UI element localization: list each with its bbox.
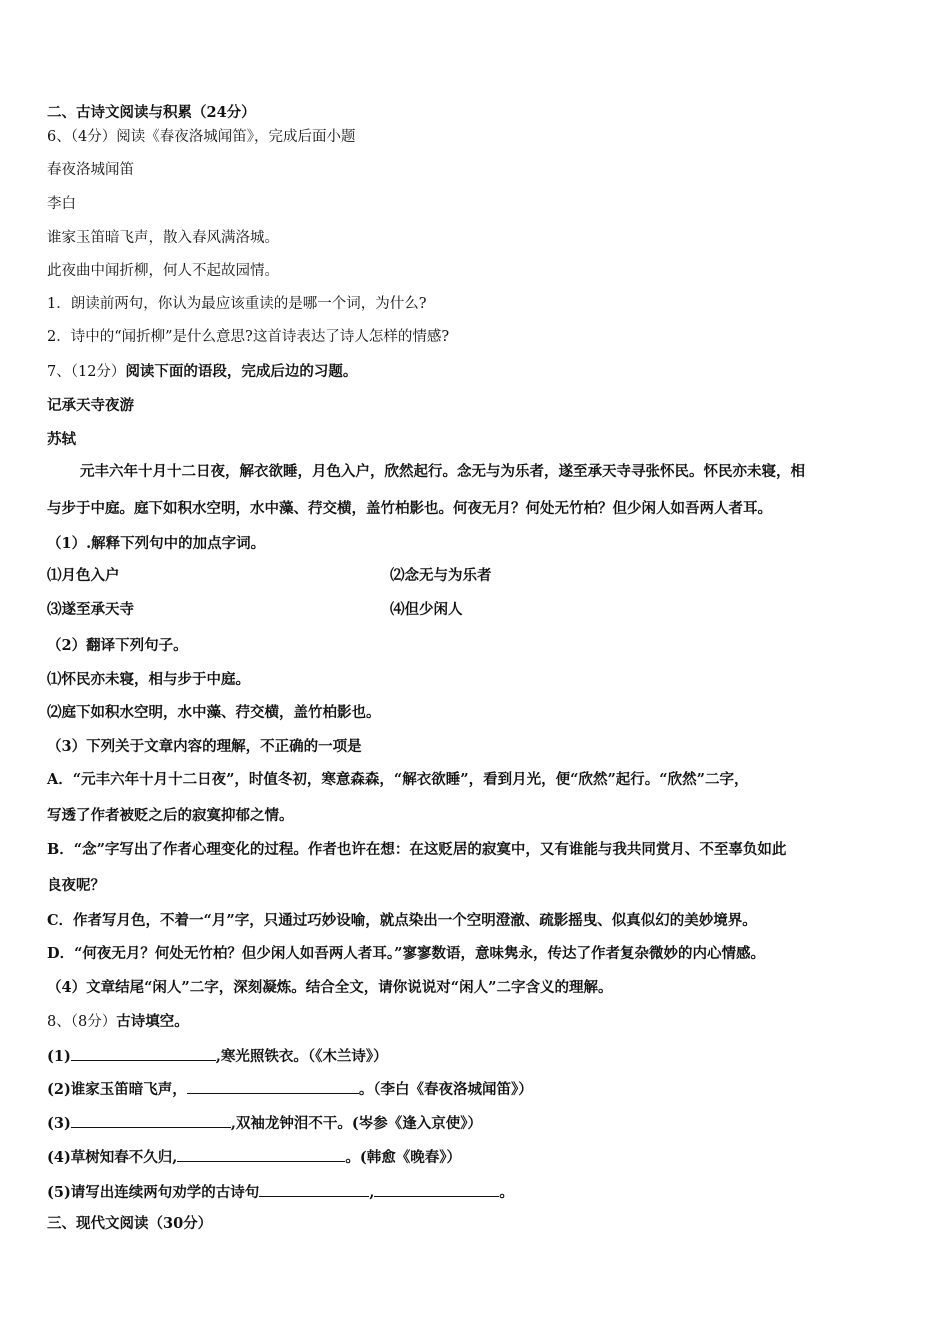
passage-line-1: 元丰六年十月十二日夜，解衣欲睡，月色入户，欣然起行。念无与为乐者，遂至承天寺寻张怀民。怀民亦未寝，相 <box>80 463 805 480</box>
fill-line-4 <box>47 1146 461 1168</box>
q8-instruction: 古诗填空。 <box>116 1013 189 1030</box>
fill-line-5 <box>47 1181 514 1203</box>
fill-blank-1[interactable] <box>71 1045 216 1061</box>
fill-blank-4[interactable] <box>177 1146 345 1162</box>
fill-blank-2[interactable] <box>187 1078 359 1094</box>
q6-sub-1: 1．朗读前两句，你认为最应该重读的是哪一个词，为什么? <box>47 296 427 312</box>
fill-blank-5b[interactable] <box>374 1181 499 1197</box>
section3-heading: 三、现代文阅读（30分） <box>47 1215 213 1232</box>
q7-part1-item-b: ⑵念无与为乐者 <box>390 567 492 584</box>
fill-1-suffix: ,寒光照铁衣。（《木兰诗》） <box>215 1048 388 1065</box>
fill-line-1 <box>47 1045 388 1067</box>
q7-part1-item-d: ⑷但少闲人 <box>390 601 463 618</box>
section2-heading: 二、古诗文阅读与积累（24分） <box>47 104 256 121</box>
q7-part2-item-b: ⑵庭下如积水空明，水中藻、荇交横，盖竹柏影也。 <box>47 704 381 721</box>
fill-3-suffix: ,双袖龙钟泪不干。(岑参《逢入京使》） <box>230 1115 482 1132</box>
passage-line-2: 与步于中庭。庭下如积水空明，水中藻、荇交横，盖竹柏影也。何夜无月？何处无竹柏？但少闲人如吾两人者耳。 <box>47 500 772 517</box>
q6-intro: 6、（4分）阅读《春夜洛城闻笛》，完成后面小题 <box>47 129 356 145</box>
q7-part1-item-a: ⑴月色入户 <box>47 567 120 584</box>
option-a-line-2: 写透了作者被贬之后的寂寞抑郁之情。 <box>47 807 294 824</box>
q7-score: 7、（12分） <box>47 364 126 380</box>
q7-instruction: 阅读下面的语段，完成后边的习题。 <box>125 363 358 380</box>
option-b-line-2: 良夜呢？ <box>47 877 105 894</box>
option-a-line-1: A．“元丰六年十月十二日夜”，时值冬初，寒意森森，“解衣欲睡”，看到月光，便“欣然”起行。“欣然”二字， <box>47 771 749 788</box>
q7-part3-title: （3）下列关于文章内容的理解，不正确的一项是 <box>47 738 362 755</box>
fill-2-suffix: 。（李白《春夜洛城闻笛》） <box>358 1081 533 1098</box>
fill-line-3 <box>47 1112 482 1134</box>
fill-blank-3[interactable] <box>71 1112 231 1128</box>
fill-1-prefix: (1) <box>47 1048 71 1065</box>
q7-intro <box>47 362 357 382</box>
fill-line-2 <box>47 1078 533 1100</box>
q8-score: 8、（8分） <box>47 1014 117 1030</box>
q7-part4: （4）文章结尾“闲人”二字，深刻凝炼。结合全文，请你说说对“闲人”二字含义的理解。 <box>47 979 613 996</box>
q7-part2-title: （2）翻译下列句子。 <box>47 637 188 654</box>
option-b-line-1: B．“念”字写出了作者心理变化的过程。作者也许在想：在这贬居的寂寞中，又有谁能与我共同赏月、不至辜负如此 <box>47 841 787 858</box>
option-d: D．“何夜无月？何处无竹柏？但少闲人如吾两人者耳。”寥寥数语，意味隽永，传达了作者复杂微妙的内心情感。 <box>47 945 766 962</box>
fill-4-suffix: 。(韩愈《晚春》） <box>345 1149 461 1166</box>
q8-intro <box>47 1012 189 1032</box>
fill-5-prefix: (5)请写出连续两句劝学的古诗句 <box>47 1184 260 1201</box>
poem-line-1: 谁家玉笛暗飞声，散入春风满洛城。 <box>47 230 279 246</box>
q7-part1-title: （1）.解释下列句中的加点字词。 <box>47 535 266 552</box>
passage-author: 苏轼 <box>47 431 76 448</box>
option-c: C．作者写月色，不着一“月”字，只通过巧妙设喻，就点染出一个空明澄澈、疏影摇曳、似真似幻的美妙境界。 <box>47 912 757 929</box>
fill-5-comma: , <box>369 1184 375 1201</box>
poem-title: 春夜洛城闻笛 <box>47 162 134 178</box>
q6-sub-2: 2．诗中的“闻折柳”是什么意思?这首诗表达了诗人怎样的情感? <box>47 329 450 345</box>
fill-3-prefix: (3) <box>47 1115 71 1132</box>
poem-line-2: 此夜曲中闻折柳，何人不起故园情。 <box>47 263 279 279</box>
poem-author: 李白 <box>47 196 76 212</box>
q7-part1-item-c: ⑶遂至承天寺 <box>47 601 134 618</box>
fill-5-suffix: 。 <box>499 1184 514 1201</box>
passage-title: 记承天寺夜游 <box>47 397 134 414</box>
fill-2-prefix: (2)谁家玉笛暗飞声， <box>47 1081 187 1098</box>
q7-part2-item-a: ⑴怀民亦未寝，相与步于中庭。 <box>47 671 250 688</box>
fill-blank-5a[interactable] <box>259 1181 369 1197</box>
fill-4-prefix: (4)草树知春不久归, <box>47 1149 178 1166</box>
